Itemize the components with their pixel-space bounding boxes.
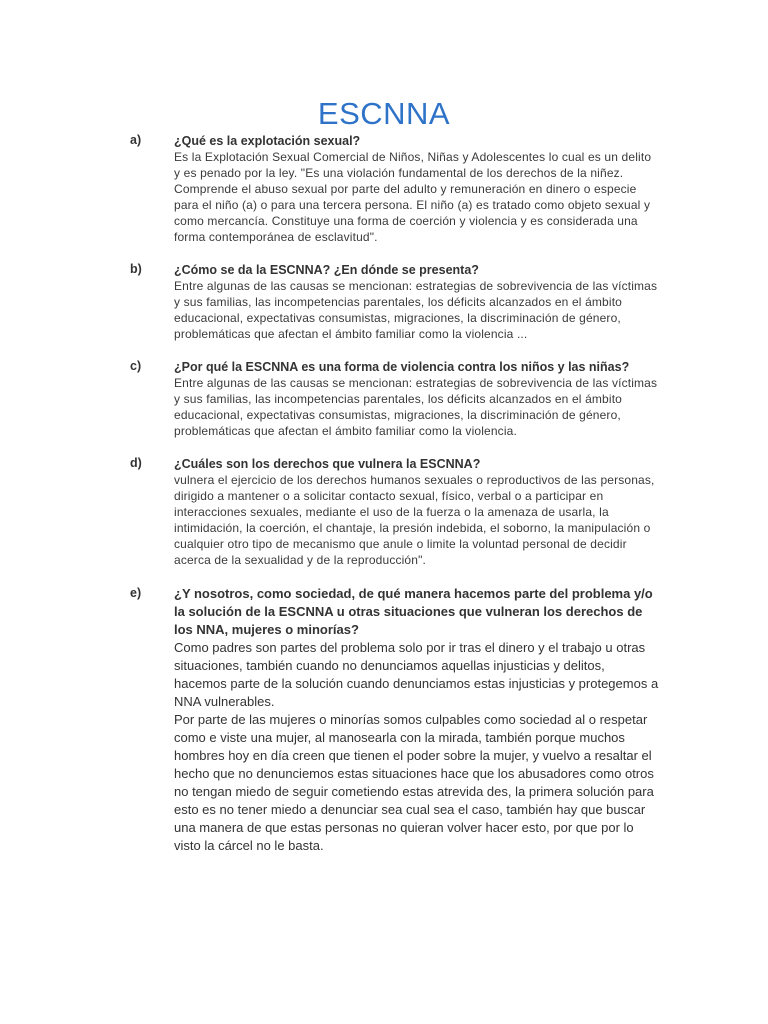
item-content xyxy=(174,262,660,342)
question-item-a xyxy=(0,133,768,245)
item-letter: e) xyxy=(130,586,142,600)
item-content xyxy=(174,585,660,855)
question-item-d xyxy=(0,456,768,568)
item-question: ¿Por qué la ESCNNA es una forma de violencia contra los niños y las niñas? xyxy=(174,360,630,374)
question-item-b xyxy=(0,262,768,342)
question-item-c xyxy=(0,359,768,439)
item-letter: a) xyxy=(130,133,142,147)
item-answer-continued: Por parte de las mujeres o minorías somos culpables como sociedad al o respetar como e viste una mujer, al manosearla con la mirada, también porque muchos hombres hoy en día creen que tienen el poder sobre la mujer, y vuelvo a resaltar el hecho que no denunciemos estas situaciones hace que los abusadores como otros no tengan miedo de seguir cometiendo estas atrevida des, la primera solución para esto es no tener miedo a denunciar sea cual sea el caso, también hay que buscar una manera de que estas personas no quieran volver hacer esto, por que por lo visto la cárcel no le basta. xyxy=(174,712,654,853)
question-item-e xyxy=(0,585,768,855)
item-answer: Entre algunas de las causas se mencionan: estrategias de sobrevivencia de las víctimas y sus familias, las incompetencias parentales, los déficits alcanzados en el ámbito educacional, expectativas consumistas, migraciones, la discriminación de género, problemáticas que afectan el ámbito familiar como la violencia ... xyxy=(174,279,658,341)
item-answer: Como padres son partes del problema solo por ir tras el dinero y el trabajo u otras situaciones, también cuando no denunciamos aquellas injusticias y delitos, hacemos parte de la solución cuando denunciamos estas injusticias y protegemos a NNA vulnerables. xyxy=(174,640,659,709)
item-letter: c) xyxy=(130,359,142,373)
item-question: ¿Cuáles son los derechos que vulnera la ESCNNA? xyxy=(174,457,481,471)
item-question: ¿Cómo se da la ESCNNA? ¿En dónde se presenta? xyxy=(174,263,479,277)
item-content xyxy=(174,456,660,568)
item-content xyxy=(174,133,660,245)
item-question: ¿Qué es la explotación sexual? xyxy=(174,134,361,148)
item-answer: vulnera el ejercicio de los derechos humanos sexuales o reproductivos de las personas, dirigido a mantener o a solicitar contacto sexual, físico, verbal o a participar en interacciones sexuales, mediante el uso de la fuerza o la amenaza de usarla, la intimidación, la coerción, el chantaje, la presión indebida, el soborno, la manipulación o cualquier otro tipo de mecanismo que anule o limite la voluntad personal de decidir acerca de la sexualidad y de la reproducción". xyxy=(174,473,655,567)
item-question: ¿Y nosotros, como sociedad, de qué manera hacemos parte del problema y/o la solución de la ESCNNA u otras situaciones que vulneran los derechos de los NNA, mujeres o minorías? xyxy=(174,586,653,637)
document-title: ESCNNA xyxy=(317,96,451,131)
item-content xyxy=(174,359,660,439)
question-list xyxy=(0,133,768,855)
item-answer: Es la Explotación Sexual Comercial de Niños, Niñas y Adolescentes lo cual es un delito y es penado por la ley. "Es una violación fundamental de los derechos de la niñez. Comprende el abuso sexual por parte del adulto y remuneración en dinero o especie para el niño (a) o para una tercera persona. El niño (a) es tratado como objeto sexual y como mercancía. Constituye una forma de coerción y violencia y es considerada una forma contemporánea de esclavitud". xyxy=(174,150,652,244)
item-letter: b) xyxy=(130,262,142,276)
item-answer: Entre algunas de las causas se mencionan: estrategias de sobrevivencia de las víctimas y sus familias, las incompetencias parentales, los déficits alcanzados en el ámbito educacional, expectativas consumistas, migraciones, la discriminación de género, problemáticas que afectan el ámbito familiar como la violencia. xyxy=(174,376,658,438)
item-letter: d) xyxy=(130,456,142,470)
